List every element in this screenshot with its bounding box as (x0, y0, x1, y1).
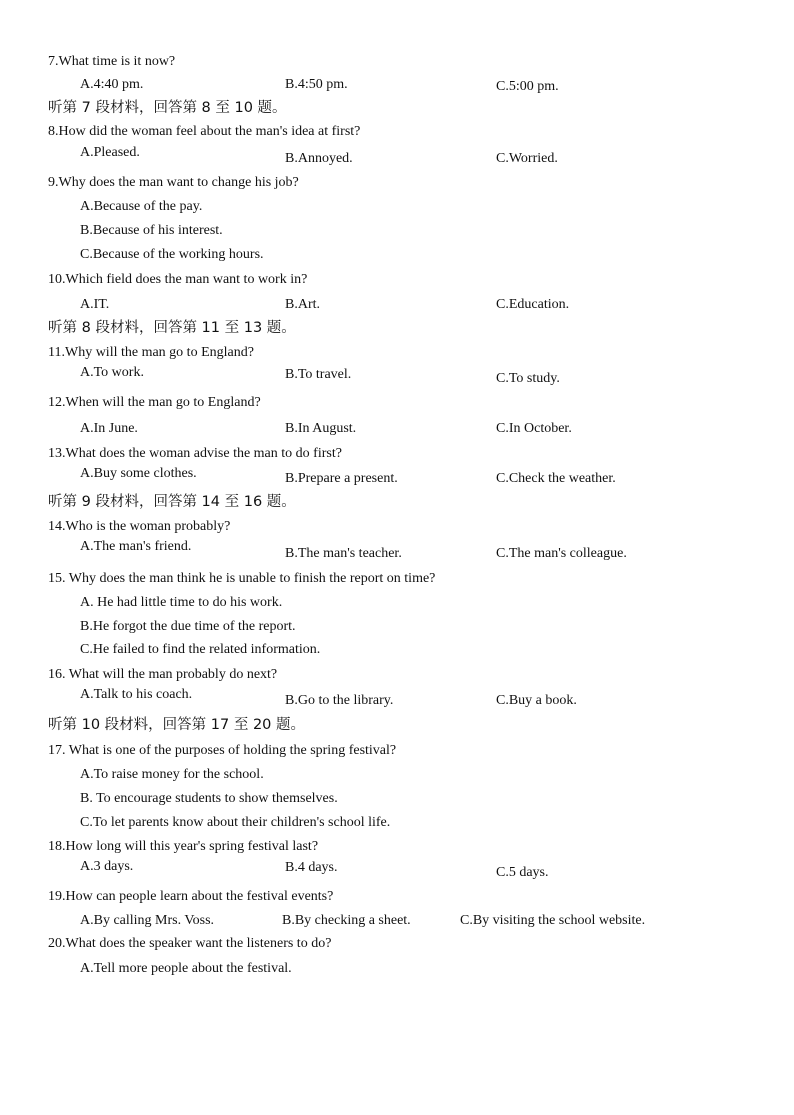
q14-option-c: C.The man's colleague. (496, 546, 627, 561)
q13-option-a: A.Buy some clothes. (80, 466, 197, 481)
q15-option-b: B.He forgot the due time of the report. (80, 619, 296, 634)
q16-option-a: A.Talk to his coach. (80, 687, 193, 702)
q12-option-b: B.In August. (285, 421, 357, 436)
q16-option-b: B.Go to the library. (285, 693, 394, 708)
q13-option-c: C.Check the weather. (496, 471, 616, 486)
q18-option-b: B.4 days. (285, 860, 338, 875)
q10-option-a: A.IT. (80, 297, 110, 312)
q10-option-c: C.Education. (496, 297, 570, 312)
q17-option-c: C.To let parents know about their children's school life. (80, 815, 391, 830)
q7-option-b: B.4:50 pm. (285, 77, 348, 92)
q11-option-b: B.To travel. (285, 367, 352, 382)
question-15: 15. Why does the man think he is unable to finish the report on time? (48, 571, 436, 586)
question-9: 9.Why does the man want to change his job? (48, 175, 299, 190)
q9-option-b: B.Because of his interest. (80, 223, 223, 238)
section-heading-10: 听第 10 段材料，回答第 17 至 20 题。 (48, 717, 306, 733)
q12-option-a: A.In June. (80, 421, 138, 436)
q18-option-c: C.5 days. (496, 865, 549, 880)
q18-option-a: A.3 days. (80, 859, 134, 874)
question-12: 12.When will the man go to England? (48, 395, 261, 410)
section-heading-7: 听第 7 段材料，回答第 8 至 10 题。 (48, 100, 287, 116)
q10-option-b: B.Art. (285, 297, 320, 312)
question-18: 18.How long will this year's spring festival last? (48, 839, 319, 854)
question-14: 14.Who is the woman probably? (48, 519, 231, 534)
q17-option-a: A.To raise money for the school. (80, 767, 264, 782)
question-11: 11.Why will the man go to England? (48, 345, 254, 360)
question-13: 13.What does the woman advise the man to do first? (48, 446, 342, 461)
question-17: 17. What is one of the purposes of holding the spring festival? (48, 743, 397, 758)
question-19: 19.How can people learn about the festival events? (48, 889, 334, 904)
q9-option-a: A.Because of the pay. (80, 199, 203, 214)
question-16: 16. What will the man probably do next? (48, 667, 278, 682)
q11-option-c: C.To study. (496, 371, 560, 386)
q9-option-c: C.Because of the working hours. (80, 247, 264, 262)
q19-option-b: B.By checking a sheet. (282, 913, 411, 928)
q14-option-b: B.The man's teacher. (285, 546, 402, 561)
question-8: 8.How did the woman feel about the man's idea at first? (48, 124, 361, 139)
q7-option-a: A.4:40 pm. (80, 77, 144, 92)
q19-option-a: A.By calling Mrs. Voss. (80, 913, 215, 928)
q14-option-a: A.The man's friend. (80, 539, 192, 554)
q15-option-a: A. He had little time to do his work. (80, 595, 283, 610)
q17-option-b: B. To encourage students to show themselves. (80, 791, 338, 806)
question-10: 10.Which field does the man want to work in? (48, 272, 308, 287)
q8-option-a: A.Pleased. (80, 145, 140, 160)
q11-option-a: A.To work. (80, 365, 144, 380)
q15-option-c: C.He failed to find the related information. (80, 642, 321, 657)
q8-option-b: B.Annoyed. (285, 151, 353, 166)
q13-option-b: B.Prepare a present. (285, 471, 398, 486)
section-heading-8: 听第 8 段材料，回答第 11 至 13 题。 (48, 320, 296, 336)
section-heading-9: 听第 9 段材料，回答第 14 至 16 题。 (48, 494, 296, 510)
q20-option-a: A.Tell more people about the festival. (80, 961, 292, 976)
question-7: 7.What time is it now? (48, 54, 176, 69)
q7-option-c: C.5:00 pm. (496, 79, 559, 94)
q19-option-c: C.By visiting the school website. (460, 913, 646, 928)
question-20: 20.What does the speaker want the listeners to do? (48, 936, 332, 951)
q16-option-c: C.Buy a book. (496, 693, 577, 708)
q12-option-c: C.In October. (496, 421, 572, 436)
q8-option-c: C.Worried. (496, 151, 558, 166)
